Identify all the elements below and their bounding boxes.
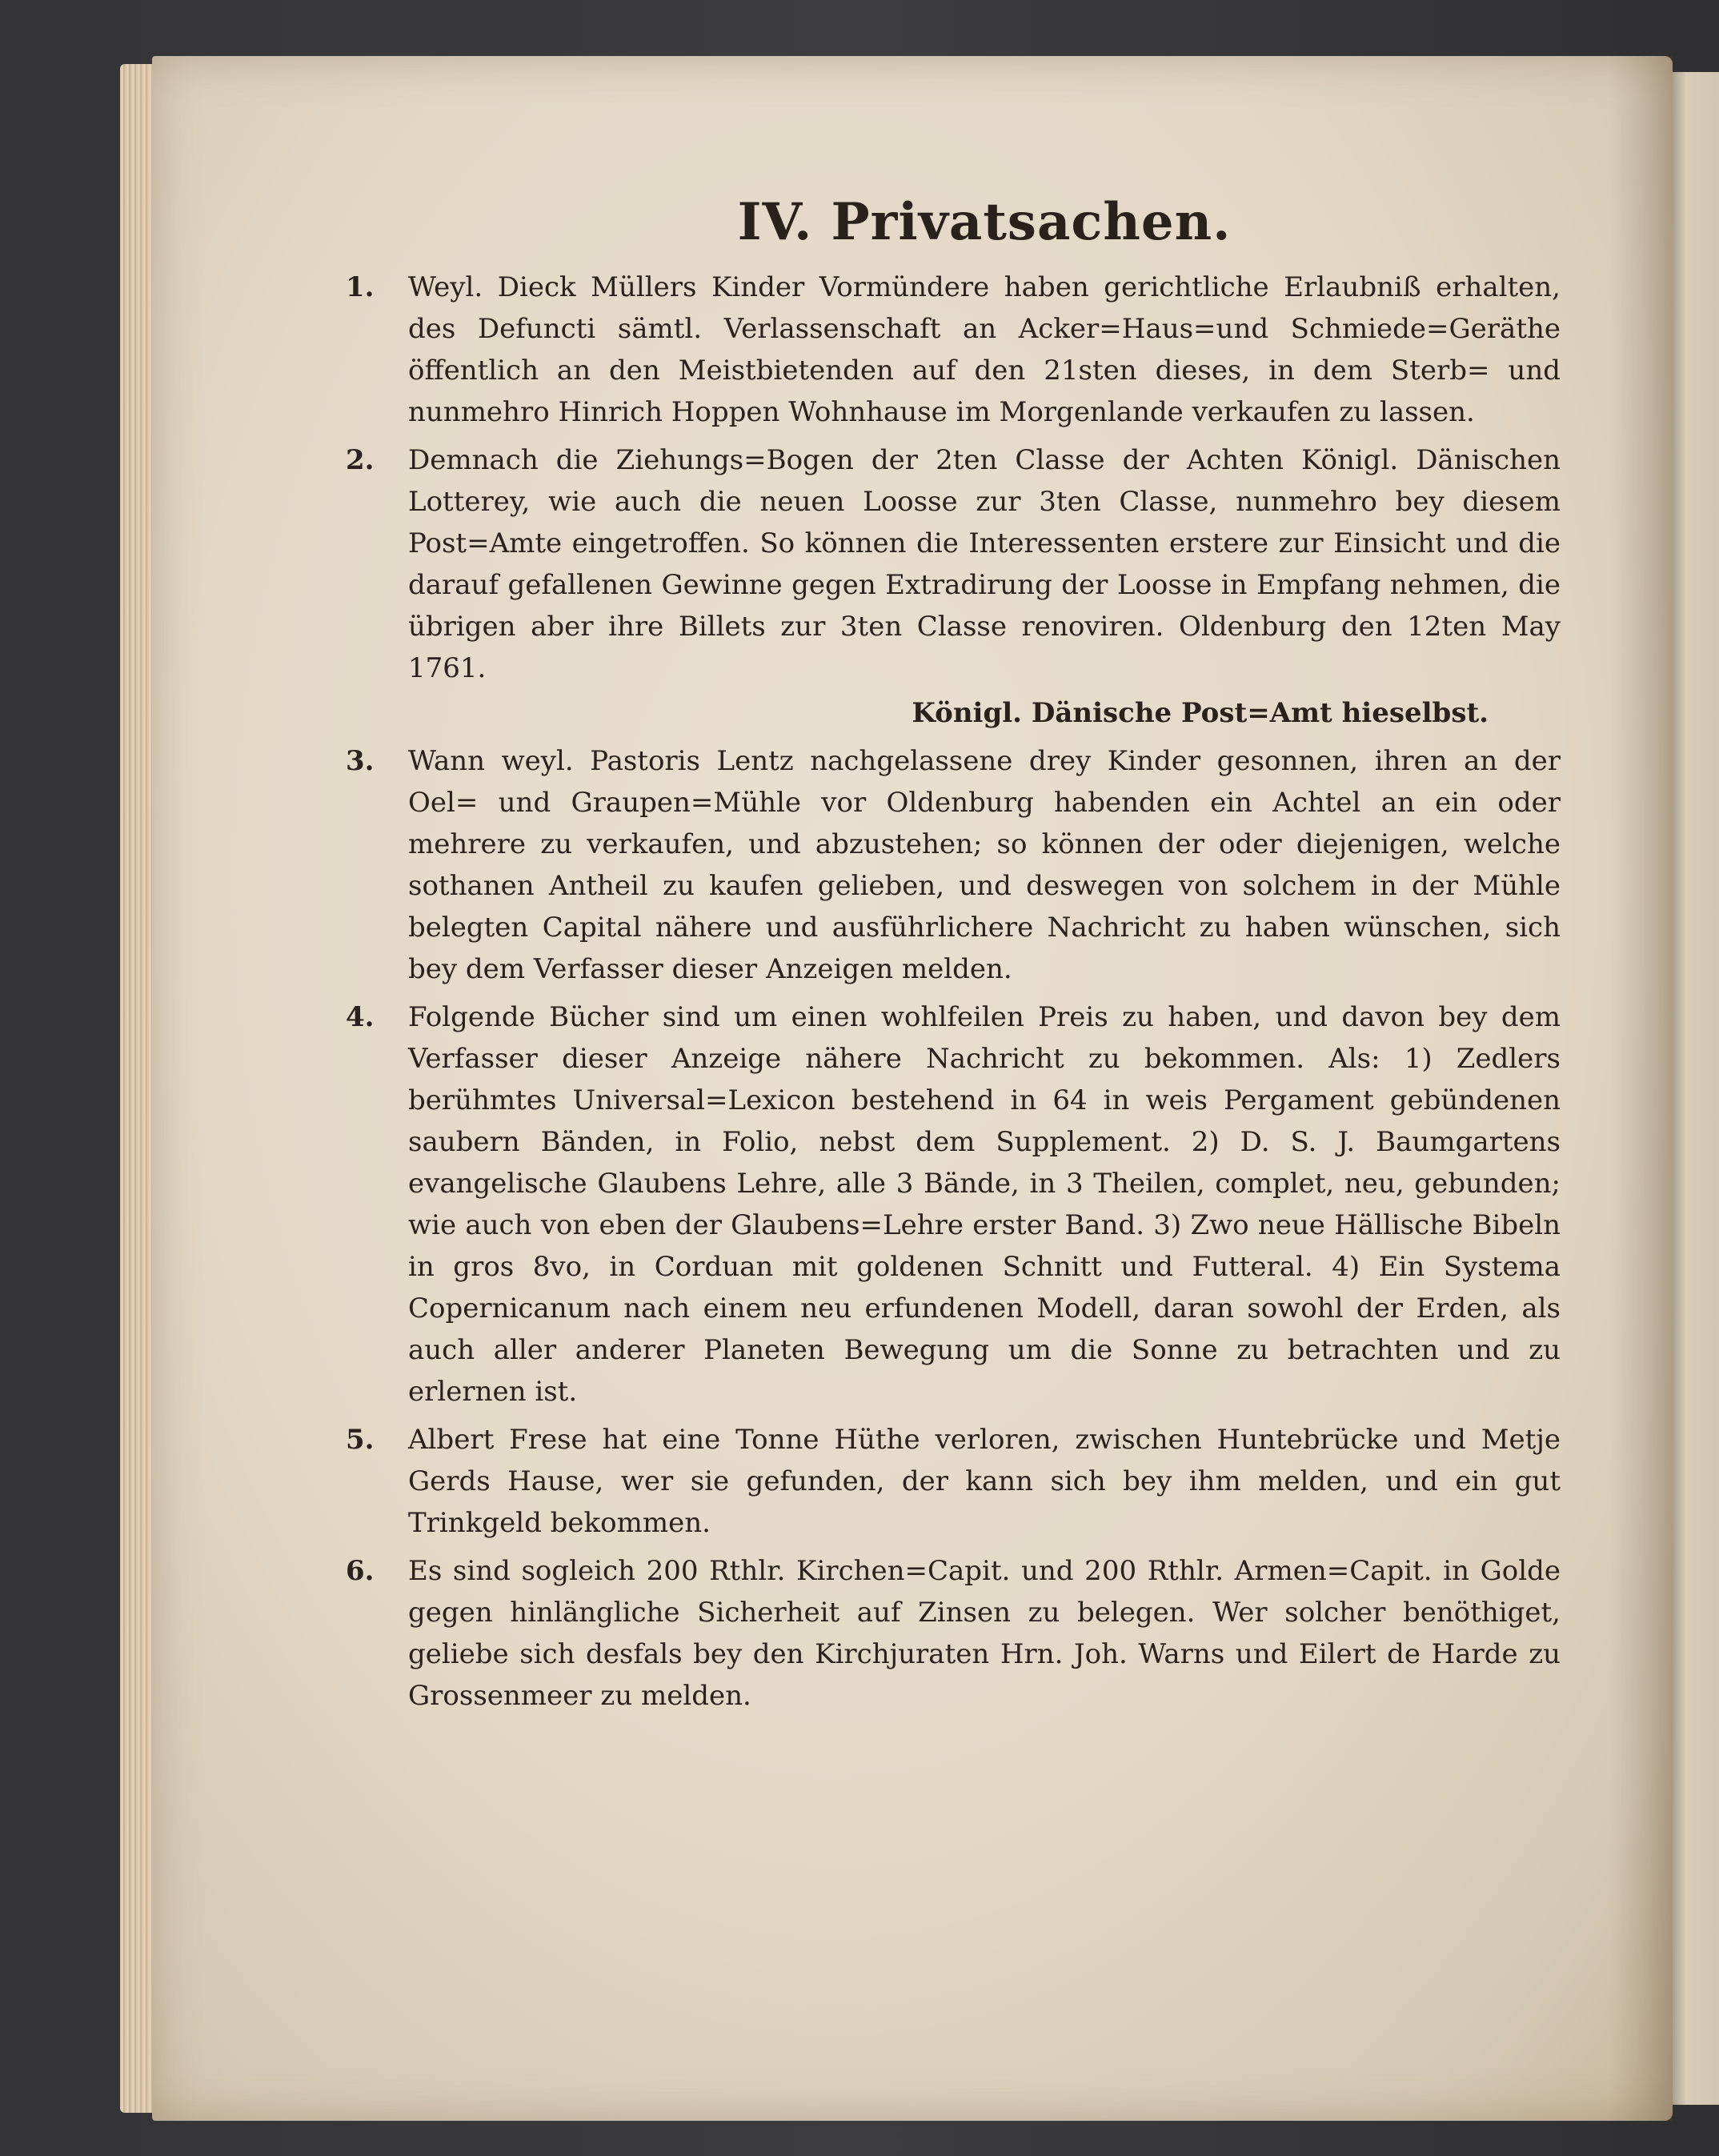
page-content <box>346 192 1561 1723</box>
entry-text: Folgende Bücher sind um einen wohlfeilen Preis zu haben, und davon bey dem Verfasser dieser Anzeige nähere Nachricht zu bekommen. Als: 1) Zedlers berühmtes Universal=Lexicon bestehend in 64 in weis Pergament gebündenen saubern Bänden, in Folio, nebst dem Supplement. 2) D. S. J. Baumgartens evangelische Glaubens Lehre, alle 3 Bände, in 3 Theilen, complet, neu, gebunden; wie auch von eben der Glaubens=Lehre erster Band. 3) Zwo neue Hällische Bibeln in gros 8vo, in Corduan mit goldenen Schnitt und Futteral. 4) Ein Systema Copernicanum nach einem neu erfundenen Modell, daran sowohl der Erden, als auch aller anderer Planeten Bewegung um die Sonne zu betrachten und zu erlernen ist. <box>408 1001 1561 1408</box>
entry-text: Demnach die Ziehungs=Bogen der 2ten Classe der Achten Königl. Dänischen Lotterey, wie auch die neuen Loosse zur 3ten Classe, nunmehro bey diesem Post=Amte eingetroffen. So können die Interessenten erstere zur Einsicht und die darauf gefallenen Gewinne gegen Extradirung der Loosse in Empfang nehmen, die übrigen aber ihre Billets zur 3ten Classe renoviren. Oldenburg den 12ten May 1761. <box>408 444 1561 684</box>
next-page-edge <box>1665 72 1719 2105</box>
entry-signature: Königl. Dänische Post=Amt hieselbst. <box>912 697 1489 729</box>
entry-1 <box>346 266 1561 433</box>
entry-number: 2. <box>346 444 375 476</box>
entry-text: Wann weyl. Pastoris Lentz nachgelassene drey Kinder gesonnen, ihren an der Oel= und Graupen=Mühle vor Oldenburg habenden ein Achtel an ein oder mehrere zu verkaufen, und abzustehen; so können der oder diejenigen, welche sothanen Antheil zu kaufen gelieben, und deswegen von solchem in der Mühle belegten Capital nähere und ausführlichere Nachricht zu haben wünschen, sich bey dem Verfasser dieser Anzeigen melden. <box>408 745 1561 985</box>
entry-text: Weyl. Dieck Müllers Kinder Vormündere haben gerichtliche Erlaubniß erhalten, des Defuncti sämtl. Verlassenschaft an Acker=Haus=und Schmiede=Geräthe öffentlich an den Meistbietenden auf den 21sten dieses, in dem Sterb= und nunmehro Hinrich Hoppen Wohnhause im Morgenlande verkaufen zu lassen. <box>408 271 1561 428</box>
entry-6 <box>346 1550 1561 1717</box>
entry-3 <box>346 740 1561 990</box>
entry-text: Es sind sogleich 200 Rthlr. Kirchen=Capit. und 200 Rthlr. Armen=Capit. in Golde gegen hinlängliche Sicherheit auf Zinsen zu belegen. Wer solcher benöthiget, geliebe sich desfals bey den Kirchjuraten Hrn. Joh. Warns und Eilert de Harde zu Grossenmeer zu melden. <box>408 1555 1561 1712</box>
entry-5 <box>346 1419 1561 1544</box>
entry-text: Albert Frese hat eine Tonne Hüthe verloren, zwischen Huntebrücke und Metje Gerds Hause, wer sie gefunden, der kann sich bey ihm melden, und ein gut Trinkgeld bekommen. <box>408 1424 1561 1539</box>
entry-number: 5. <box>346 1424 375 1456</box>
section-title: IV. Privatsachen. <box>737 192 1232 252</box>
entry-number: 6. <box>346 1555 375 1587</box>
entry-number: 3. <box>346 745 375 777</box>
entry-4 <box>346 996 1561 1413</box>
entry-2 <box>346 439 1561 734</box>
entry-number: 1. <box>346 271 375 303</box>
entry-number: 4. <box>346 1001 375 1033</box>
